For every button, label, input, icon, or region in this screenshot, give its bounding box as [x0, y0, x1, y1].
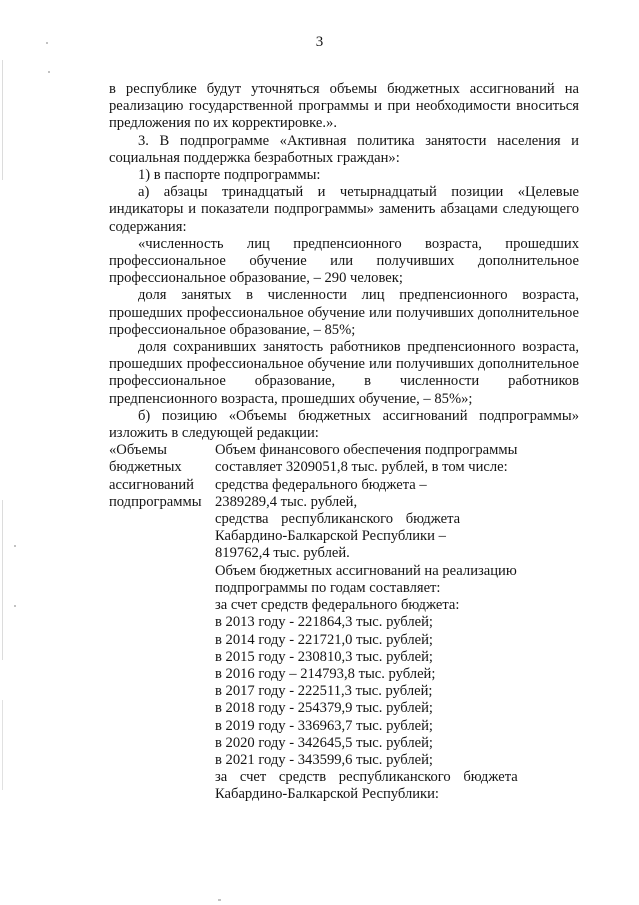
budget-table: [109, 442, 579, 803]
table-value-line: в 2020 году - 342645,5 тыс. рублей;: [215, 734, 433, 751]
table-value-line: в 2014 году - 221721,0 тыс. рублей;: [215, 631, 433, 648]
table-value-line: в 2019 году - 336963,7 тыс. рублей;: [215, 717, 433, 734]
table-value-line: средства федерального бюджета –: [215, 476, 427, 493]
scan-artifact: [2, 500, 3, 660]
table-value-line: подпрограммы по годам составляет:: [215, 579, 441, 596]
table-value-line: в 2021 году - 343599,6 тыс. рублей;: [215, 751, 433, 768]
table-value-line: за счет средств федерального бюджета:: [215, 597, 460, 614]
table-value-line: средства республиканского бюджета: [215, 511, 461, 528]
scan-artifact: [2, 700, 3, 790]
document-body: [109, 81, 579, 804]
table-value-line: Кабардино-Балкарской Республики –: [215, 528, 446, 545]
paragraph-indicator-count: «численность лиц предпенсионного возраста, прошедших профессиональное обучение или получивших дополнительное профессиональное образование, – 290 человек;: [109, 235, 579, 287]
scan-artifact: [48, 71, 50, 73]
table-value-line: составляет 3209051,8 тыс. рублей, в том числе:: [215, 459, 508, 476]
paragraph-indicators: а) абзацы тринадцатый и четырнадцатый позиции «Целевые индикаторы и показатели подпрограммы» заменить абзацами следующего содержания:: [109, 184, 579, 235]
table-label-line: подпрограммы: [109, 493, 202, 510]
table-value-line: в 2016 году – 214793,8 тыс. рублей;: [215, 665, 436, 682]
table-value-line: в 2015 году - 230810,3 тыс. рублей;: [215, 648, 433, 665]
table-value-line: в 2013 году - 221864,3 тыс. рублей;: [215, 614, 433, 631]
table-value-line: Объем финансового обеспечения подпрограммы: [215, 442, 518, 459]
scan-artifact: [14, 545, 16, 547]
budget-table-label-column: [109, 442, 215, 803]
paragraph-indicator-employed: доля занятых в численности лиц предпенсионного возраста, прошедших профессиональное обучение или получивших дополнительное профессиональное образование, – 85%;: [109, 287, 579, 338]
budget-table-value-column: [215, 442, 579, 803]
scan-artifact: [14, 605, 16, 607]
scan-artifact: [2, 60, 3, 180]
table-value-line: Объем бюджетных ассигнований на реализацию: [215, 562, 517, 579]
table-value-line: 2389289,4 тыс. рублей,: [215, 493, 358, 510]
table-value-line: 819762,4 тыс. рублей.: [215, 545, 350, 562]
table-label-line: бюджетных: [109, 459, 182, 476]
table-value-line: в 2017 году - 222511,3 тыс. рублей;: [215, 683, 433, 700]
table-value-line: в 2018 году - 254379,9 тыс. рублей;: [215, 700, 433, 717]
table-value-line: Кабардино-Балкарской Республики:: [215, 786, 439, 803]
paragraph-budget-position: б) позицию «Объемы бюджетных ассигнований подпрограммы» изложить в следующей редакции:: [109, 407, 579, 442]
paragraph-indicator-retained: доля сохранивших занятость работников предпенсионного возраста, прошедших профессиональное обучение или получивших дополнительное профессиональное образование, в численности работников предпенсионного возраста, прошедших обучение, – 85%»;: [109, 339, 579, 407]
table-label-line: «Объемы: [109, 442, 167, 459]
paragraph-passport: 1) в паспорте подпрограммы:: [138, 167, 321, 184]
paragraph-subprogram-heading: 3. В подпрограмме «Активная политика занятости населения и социальная поддержка безработных граждан»:: [109, 132, 579, 166]
paragraph-budget-clarification: в республике будут уточняться объемы бюджетных ассигнований на реализацию государственной программы и при необходимости вноситься предложения по их корректировке.».: [109, 81, 579, 132]
scan-artifact: [46, 42, 48, 44]
scan-artifact: [218, 899, 221, 901]
table-label-line: ассигнований: [109, 476, 194, 493]
page-number: 3: [315, 34, 324, 50]
table-value-line: за счет средств республиканского бюджета: [215, 769, 518, 786]
